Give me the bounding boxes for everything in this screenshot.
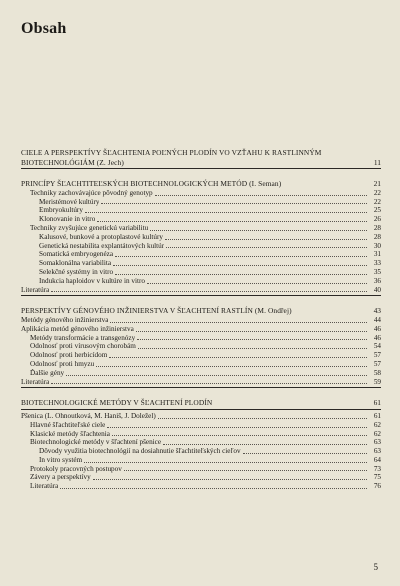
section-header: [21, 306, 381, 316]
toc-entry-title: Klasické metódy šľachtenia: [30, 429, 110, 438]
toc-entry-title: Metódy transformácie a transgenózy: [30, 333, 136, 342]
toc-entry-page: 58: [373, 368, 381, 377]
section-header: [21, 398, 381, 408]
toc-entry-page: 44: [373, 315, 381, 324]
toc-entry-page: 22: [373, 197, 381, 206]
toc-entry-page: 64: [373, 455, 381, 464]
dot-leader: [101, 203, 367, 204]
toc-entry: [21, 242, 381, 251]
dot-leader: [243, 453, 367, 454]
toc-entry: [21, 206, 381, 215]
toc-entry: [21, 360, 381, 369]
toc-entry: [21, 369, 381, 378]
toc-entry-title: Ďalšie gény: [30, 368, 65, 377]
toc-entry-title: Literatúra: [21, 377, 50, 386]
toc-entry-page: 22: [373, 188, 381, 197]
toc-entry-page: 61: [373, 411, 381, 420]
toc-entry-page: 57: [373, 359, 381, 368]
toc-entry-page: 35: [373, 267, 381, 276]
toc-entry-page: 26: [373, 215, 381, 224]
dot-leader: [93, 479, 367, 480]
dot-leader: [110, 322, 367, 323]
toc-entry-page: 57: [373, 351, 381, 360]
toc-entry-page: 30: [373, 241, 381, 250]
dot-leader: [51, 291, 367, 292]
toc-entry-page: 75: [373, 473, 381, 482]
toc-entry-page: 62: [373, 420, 381, 429]
section-page: 43: [373, 306, 381, 316]
section-title: BIOTECHNOLOGICKÉ METÓDY V ŠĽACHTENÍ PLODÍN: [21, 398, 213, 408]
toc-entry: [21, 342, 381, 351]
toc-entry-page: 40: [373, 285, 381, 294]
toc-entry-title: Selekčné systémy in vitro: [39, 267, 114, 276]
dot-leader: [85, 212, 367, 213]
toc-entry-page: 76: [373, 482, 381, 491]
toc-entry: [21, 430, 381, 439]
toc-entry: [21, 456, 381, 465]
dot-leader: [147, 283, 367, 284]
page-title: Obsah: [21, 20, 67, 37]
dot-leader: [60, 488, 367, 489]
toc-entry: [21, 215, 381, 224]
toc-entry: [21, 378, 381, 387]
toc-entry: [21, 412, 381, 421]
toc-entry-title: Techniky zachovávajúce pôvodný genotyp: [30, 188, 153, 197]
toc-entry-page: 28: [373, 232, 381, 241]
toc-entry: [21, 325, 381, 334]
dot-leader: [137, 339, 367, 340]
section-title: PERSPEKTÍVY GÉNOVÉHO INŽINIERSTVA V ŠĽACHTENÍ RASTLÍN: [21, 306, 253, 316]
dot-leader: [115, 274, 367, 275]
dot-leader: [113, 265, 367, 266]
toc-entry-title: Embryokultúry: [39, 206, 83, 215]
toc-entry-title: Metódy génového inžinierstva: [21, 315, 109, 324]
toc-entry-title: Odolnosť proti hmyzu: [30, 359, 95, 368]
toc-entry: [21, 447, 381, 456]
toc-entry-title: Závery a perspektívy: [30, 473, 91, 482]
dot-leader: [66, 375, 367, 376]
section-title: PRINCÍPY ŠĽACHTITEĽSKÝCH BIOTECHNOLOGICKÝCH METÓD: [21, 179, 248, 189]
toc-entry-page: 31: [373, 250, 381, 259]
section-page: 21: [373, 179, 381, 189]
toc-entry: [21, 482, 381, 491]
dot-leader: [112, 435, 367, 436]
toc-section-1: [21, 148, 381, 169]
dot-leader: [155, 195, 367, 196]
dot-leader: [158, 418, 367, 419]
toc-entry-title: Dôvody využitia biotechnológií na dosiahnutie šľachtiteľských cieľov: [39, 447, 241, 456]
toc-section-3: [21, 306, 381, 388]
toc-entry: [21, 189, 381, 198]
toc-entry-title: Protokoly pracovných postupov: [30, 464, 122, 473]
toc-entry-title: Odolnosť proti vírusovým chorobám: [30, 342, 136, 351]
section-header: [21, 148, 381, 167]
toc-entry: [21, 250, 381, 259]
toc-entry-title: Pšenica (L. Ohnoutková, M. Haniš, J. Doležel): [21, 411, 156, 420]
toc-entry-title: Literatúra: [30, 482, 59, 491]
dot-leader: [84, 462, 367, 463]
table-of-contents: [21, 148, 381, 501]
toc-entry: [21, 334, 381, 343]
dot-leader: [115, 256, 367, 257]
dot-leader: [166, 247, 367, 248]
toc-entry-page: 46: [373, 333, 381, 342]
toc-entry-title: Genetická nestabilita explantátových kultúr: [39, 241, 165, 250]
dot-leader: [138, 348, 367, 349]
toc-entry-title: Literatúra: [21, 285, 50, 294]
toc-entry-page: 62: [373, 429, 381, 438]
toc-entry-title: Meristémové kultúry: [39, 197, 100, 206]
toc-entry-page: 28: [373, 223, 381, 232]
dot-leader: [165, 239, 367, 240]
toc-section-2: [21, 179, 381, 296]
dot-leader: [150, 230, 367, 231]
toc-entry-page: 54: [373, 342, 381, 351]
divider: [21, 168, 381, 169]
dot-leader: [163, 444, 367, 445]
dot-leader: [97, 221, 367, 222]
toc-entry: [21, 286, 381, 295]
toc-entry-page: 63: [373, 447, 381, 456]
toc-entry-page: 73: [373, 464, 381, 473]
dot-leader: [51, 383, 367, 384]
toc-entry: [21, 316, 381, 325]
toc-entry: [21, 473, 381, 482]
toc-entry-title: Biotechnologické metódy v šľachtení pšenice: [30, 438, 162, 447]
toc-entry-title: In vitro systém: [39, 455, 83, 464]
dot-leader: [107, 427, 367, 428]
toc-entry-page: 63: [373, 438, 381, 447]
section-author: (I. Seman): [249, 179, 282, 189]
divider: [21, 295, 381, 296]
toc-entry: [21, 268, 381, 277]
toc-entry-page: 25: [373, 206, 381, 215]
toc-entry-title: Somaklonálna variabilita: [39, 259, 112, 268]
page-number: 5: [373, 562, 378, 572]
toc-entry-title: Kalusové, bunkové a protoplastové kultúry: [39, 232, 163, 241]
toc-entry: [21, 465, 381, 474]
toc-entry: [21, 421, 381, 430]
toc-entry-title: Aplikácia metód génového inžinierstva: [21, 324, 134, 333]
dot-leader: [109, 357, 367, 358]
toc-entry: [21, 277, 381, 286]
toc-entry-page: 33: [373, 259, 381, 268]
toc-entry-title: Klonovanie in vitro: [39, 215, 96, 224]
toc-entry-title: Indukcia haploidov v kultúre in vitro: [39, 276, 145, 285]
divider: [21, 409, 381, 410]
section-title: CIELE A PERSPEKTÍVY ŠĽACHTENIA POĽNÝCH PLODÍN VO VZŤAHU K RASTLINNÝM BIOTECHNOLÓGIÁM: [21, 148, 322, 167]
toc-entry: [21, 438, 381, 447]
toc-entry: [21, 259, 381, 268]
section-author: (Z. Jech): [96, 157, 124, 167]
toc-entry-page: 36: [373, 276, 381, 285]
toc-section-4: [21, 398, 381, 491]
section-page: 11: [373, 157, 381, 167]
toc-entry: [21, 351, 381, 360]
toc-entry-page: 46: [373, 324, 381, 333]
toc-entry-title: Hlavné šľachtiteľské ciele: [30, 420, 106, 429]
section-author: (M. Ondřej): [254, 306, 292, 316]
toc-entry: [21, 198, 381, 207]
dot-leader: [136, 331, 367, 332]
section-header: [21, 179, 381, 189]
toc-entry: [21, 224, 381, 233]
toc-entry: [21, 233, 381, 242]
dot-leader: [124, 470, 367, 471]
toc-entry-title: Techniky zvyšujúce genetickú variabilitu: [30, 223, 149, 232]
toc-entry-title: Somatická embryogenéza: [39, 250, 114, 259]
divider: [21, 387, 381, 388]
toc-entry-title: Odolnosť proti herbicídom: [30, 351, 108, 360]
dot-leader: [96, 366, 367, 367]
section-page: 61: [373, 398, 381, 408]
toc-entry-page: 59: [373, 377, 381, 386]
